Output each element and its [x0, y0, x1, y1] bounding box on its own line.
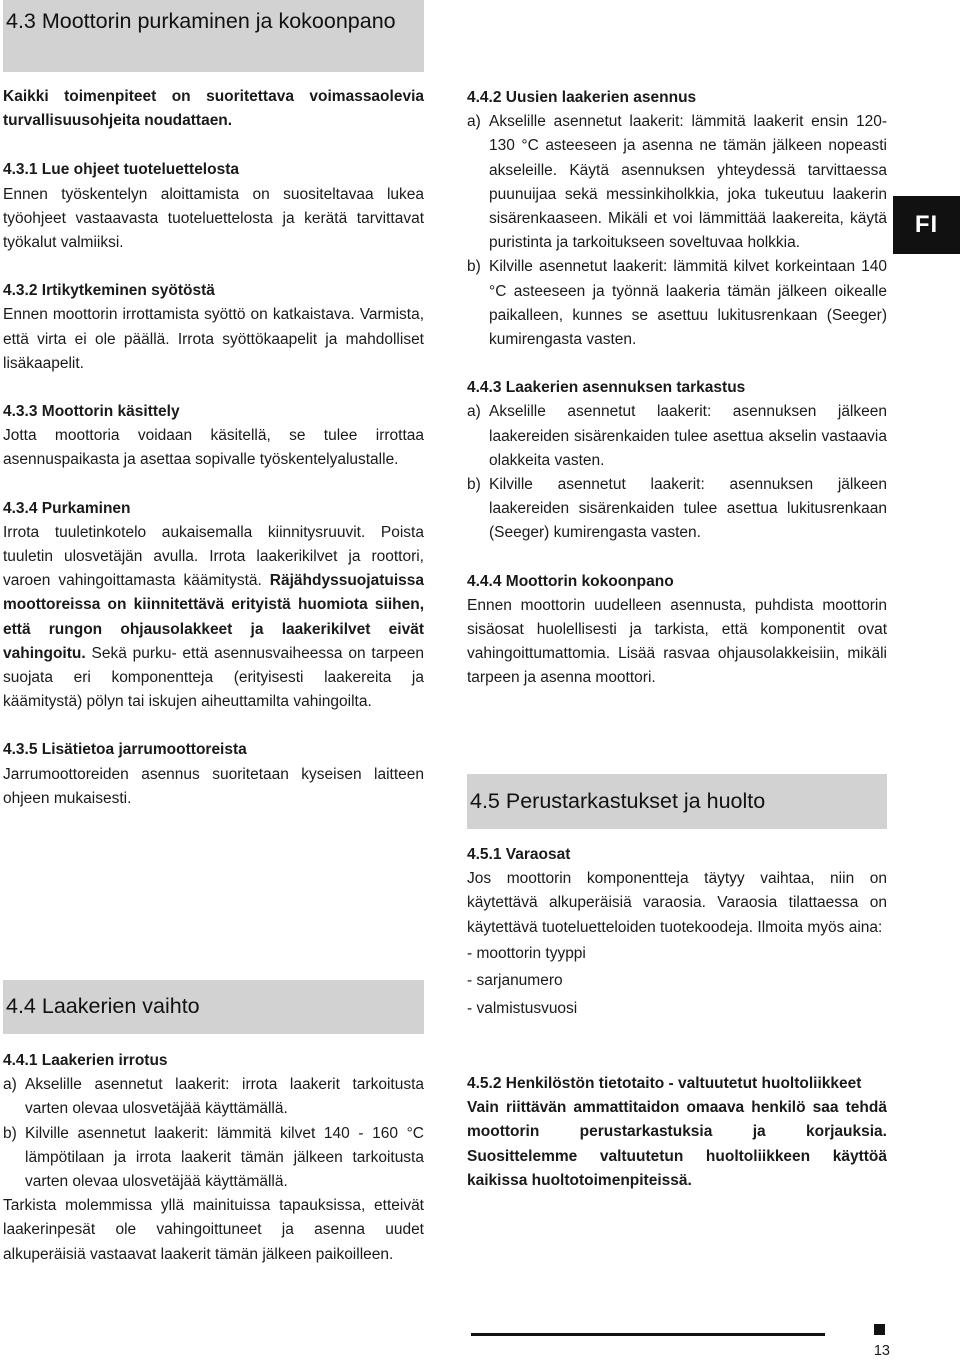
section-4-4-1-heading: 4.4.1 Laakerien irrotus	[3, 1052, 168, 1069]
section-4-5-2-heading: 4.5.2 Henkilöstön tietotaito - valtuutetut huoltoliikkeet	[467, 1075, 862, 1092]
section-4-3-3-heading: 4.3.3 Moottorin käsittely	[3, 403, 180, 421]
list-item: - sarjanumero	[467, 972, 563, 990]
section-4-4-2-item-a: a) Akselille asennetut laakerit: lämmitä laakerit ensin 120-130 °C asteeseen ja asenna ne tämän jälkeen nopeasti akseleille. Käytä asennuksen yhteydessä tarvittaessa puunuijaa sekä messinkiholkkia, joka tukeutuu laakerin sisärenkaaseen. Mikäli et voi lämmittää laakereita, käytä puristinta ja tarkoitukseen soveltuvaa holkkia.	[467, 113, 887, 252]
section-4-3-4-warning: Räjähdyssuojatuissa moottoreissa on kiinnitettävä erityistä huomiota siihen, että rungon ohjausolakkeet ja laakerikilvet eivät vahingoitu.	[3, 572, 424, 662]
section-4-4-4-heading: 4.4.4 Moottorin kokoonpano	[467, 572, 674, 590]
section-4-4-3-item-b: b) Kilville asennetut laakerit: asennuksen jälkeen laakereiden sisärenkaiden tulee asettua lukitusrenkaan (Seeger) kumirengasta vasten.	[467, 476, 887, 542]
section-4-4-1-item-b: b) Kilville asennetut laakerit: lämmitä kilvet 140 - 160 °C lämpötilaan ja irrota laakerit tämän jälkeen tarkoitusta varten olevaa ulosvetäjää käyttämällä.	[3, 1124, 424, 1191]
section-4-4-4	[467, 570, 887, 691]
list-item: - moottorin tyyppi	[467, 944, 586, 962]
section-4-3-1-body: Ennen työskentelyn aloittamista on suositeltavaa lukea työohjeet vastaavasta tuoteluettelosta ja kerätä tarvittavat työkalut valmiiksi.	[3, 185, 424, 252]
section-4-3-5-body: Jarrumoottoreiden asennus suoritetaan kyseisen laitteen ohjeen mukaisesti.	[3, 765, 424, 807]
section-4-3-4-heading: 4.3.4 Purkaminen	[3, 499, 131, 517]
section-4-4-2-heading: 4.4.2 Uusien laakerien asennus	[467, 89, 697, 106]
section-4-3-4	[3, 497, 424, 715]
section-4-4-2-item-b: b) Kilville asennetut laakerit: lämmitä kilvet korkeintaan 140 °C asteeseen ja työnnä laakeria tämän jälkeen oikealle paikalleen, kunnes se asettuu lukitusrenkaan (Seeger) kumirengasta vasten.	[467, 258, 887, 349]
section-4-3-2	[3, 279, 424, 376]
section-4-4-3-item-a: a) Akselille asennetut laakerit: asennuksen jälkeen laakereiden sisärenkaiden tulee asettua akselin vastaavia olakkeita vasten.	[467, 403, 887, 469]
section-4-3-3-body: Jotta moottoria voidaan käsitellä, se tulee irrottaa asennuspaikasta ja asettaa sopivalle työskentelyalustalle.	[3, 427, 424, 469]
section-4-4-3	[467, 376, 887, 545]
section-4-3-3	[3, 400, 424, 473]
footer-rule	[471, 1333, 825, 1336]
section-4-3-intro: Kaikki toimenpiteet on suoritettava voimassaolevia turvallisuusohjeita noudattaen.	[3, 88, 424, 130]
language-tab: FI	[893, 196, 960, 254]
section-4-5-1	[467, 843, 887, 1022]
section-4-3-1	[3, 158, 424, 255]
page-number: 13	[873, 1343, 890, 1359]
left-column	[3, 0, 424, 1263]
section-4-3-5-heading: 4.3.5 Lisätietoa jarrumoottoreista	[3, 741, 247, 759]
section-4-4-2	[467, 86, 887, 352]
section-4-3-5	[3, 738, 424, 811]
right-column	[467, 86, 887, 1189]
list-item: - valmistusvuosi	[467, 999, 578, 1017]
section-4-5-2-body: Vain riittävän ammattitaidon omaava henkilö saa tehdä moottorin perustarkastuksia ja korjauksia. Suosittelemme valtuutetun huoltoliikkeen käyttöä kaikissa huoltotoimenpiteissä.	[467, 1099, 887, 1189]
section-4-3-title: 4.3 Moottorin purkaminen ja kokoonpano	[3, 0, 424, 72]
section-4-3-2-heading: 4.3.2 Irtikytkeminen syötöstä	[3, 282, 215, 300]
section-4-4-1-body: Tarkista molemmissa yllä mainituissa tapauksissa, etteivät laakerinpesät ole vahingoittuneet ja asenna uudet alkuperäisiä vastaavat laakerit tämän jälkeen paikoilleen.	[3, 1197, 424, 1263]
section-4-5-1-heading: 4.5.1 Varaosat	[467, 846, 571, 863]
section-4-3-4-body	[3, 521, 424, 715]
section-4-5-1-body: Jos moottorin komponentteja täytyy vaihtaa, niin on käytettävä alkuperäisiä varaosia. Varaosia tilattaessa on käytettävä tuoteluetteloiden tuotekoodeja. Ilmoita myös aina:	[467, 870, 887, 936]
section-4-4-4-body: Ennen moottorin uudelleen asennusta, puhdista moottorin sisäosat huolellisesti ja tarkista, että komponentit ovat vahingoittumattomia. Lisää rasvaa ohjausolakkeisiin, mikäli tarpeen ja asenna moottori.	[467, 596, 887, 687]
section-4-3-2-body: Ennen moottorin irrottamista syöttö on katkaistava. Varmista, että virta ei ole päällä. Irrota syöttökaapelit ja mahdolliset lisäkaapelit.	[3, 306, 424, 372]
section-4-4-3-heading: 4.4.3 Laakerien asennuksen tarkastus	[467, 379, 746, 397]
section-4-5-title: 4.5 Perustarkastukset ja huolto	[467, 774, 887, 829]
section-4-3-4-body-start: Irrota tuuletinkotelo aukaisemalla kiinnitysruuvit. Poista tuuletin ulosvetäjän avulla. Irrota laakerikilvet ja roottori, varoen vahingoittamasta käämitystä.	[3, 523, 424, 590]
section-4-4-1	[3, 1049, 424, 1267]
section-4-4-title: 4.4 Laakerien vaihto	[3, 980, 424, 1034]
section-4-3-1-heading: 4.3.1 Lue ohjeet tuoteluettelosta	[3, 161, 239, 179]
section-4-5-2	[467, 1072, 887, 1193]
section-4-3-4-body-end: Sekä purku- että asennusvaiheessa on tarpeen suojata eri komponentteja (erityisesti laakereita ja käämitystä) pölyn tai iskujen aiheuttamilta vahingoilta.	[3, 644, 424, 711]
section-4-4-1-item-a: a) Akselille asennetut laakerit: irrota laakerit tarkoitusta varten olevaa ulosvetäjää käyttämällä.	[3, 1076, 424, 1118]
footer-square-icon	[874, 1324, 885, 1335]
